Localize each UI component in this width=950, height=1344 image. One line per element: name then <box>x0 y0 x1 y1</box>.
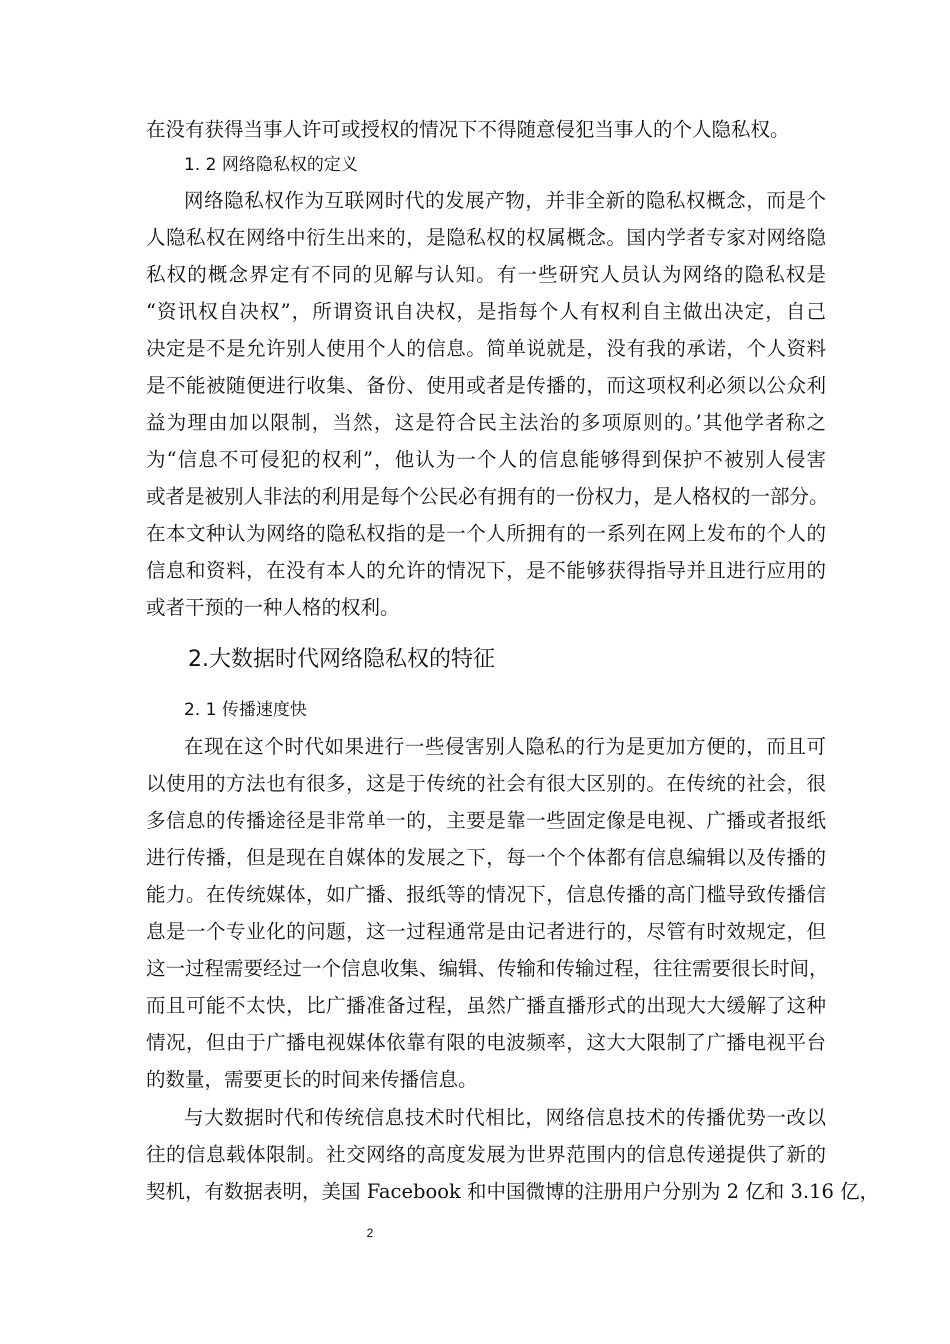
paragraph-line: 在现在这个时代如果进行一些侵害别人隐私的行为是更加方便的，而且可 <box>184 735 826 758</box>
paragraph-line: 在没有获得当事人许可或授权的情况下不得随意侵犯当事人的个人隐私权。 <box>146 118 790 141</box>
section-heading-2-1: 2. 1 传播速度快 <box>184 700 307 720</box>
paragraph-line: 为“信息不可侵犯的权利”，他认为一个人的信息能够得到保护不被别人侵害 <box>146 448 826 471</box>
paragraph-line: 网络隐私权作为互联网时代的发展产物，并非全新的隐私权概念，而是个 <box>184 189 826 212</box>
paragraph-line: “资讯权自决权”，所谓资讯自决权，是指每个人有权利自主做出决定，自己 <box>146 300 826 323</box>
paragraph-line: 在本文种认为网络的隐私权指的是一个人所拥有的一系列在网上发布的个人的 <box>146 522 826 545</box>
paragraph-line: 往的信息载体限制。社交网络的高度发展为世界范围内的信息传递提供了新的 <box>146 1143 826 1166</box>
section-heading-2: 2.大数据时代网络隐私权的特征 <box>188 647 495 672</box>
paragraph-line: 而且可能不太快，比广播准备过程，虽然广播直播形式的出现大大缓解了这种 <box>146 994 826 1017</box>
paragraph-line: 多信息的传播途径是非常单一的，主要是靠一些固定像是电视、广播或者报纸 <box>146 809 826 832</box>
paragraph-line: 决定是不是允许别人使用个人的信息。简单说就是，没有我的承诺，个人资料 <box>146 337 826 360</box>
paragraph-line: 这一过程需要经过一个信息收集、编辑、传输和传输过程，往往需要很长时间， <box>146 957 829 980</box>
page-number: 2 <box>366 1226 374 1240</box>
paragraph-line: 或者是被别人非法的利用是每个公民必有拥有的一份权力，是人格权的一部分。 <box>146 485 829 508</box>
paragraph-line: 以使用的方法也有很多，这是于传统的社会有很大区别的。在传统的社会，很 <box>146 772 826 795</box>
paragraph-line: 息是一个专业化的问题，这一过程通常是由记者进行的，尽管有时效规定，但 <box>146 920 826 943</box>
paragraph-line: 私权的概念界定有不同的见解与认知。有一些研究人员认为网络的隐私权是 <box>146 263 826 286</box>
paragraph-line: 的数量，需要更长的时间来传播信息。 <box>146 1068 478 1091</box>
paragraph-line: 信息和资料，在没有本人的允许的情况下，是不能够获得指导并且进行应用的 <box>146 559 826 582</box>
paragraph-line: 或者干预的一种人格的权利。 <box>146 596 400 619</box>
paragraph-line: 益为理由加以限制，当然，这是符合民主法治的多项原则的。’其他学者称之 <box>146 411 826 434</box>
paragraph-line: 人隐私权在网络中衍生出来的，是隐私权的权属概念。国内学者专家对网络隐 <box>146 226 826 249</box>
paragraph-line: 能力。在传统媒体，如广播、报纸等的情况下，信息传播的高门槛导致传播信 <box>146 883 826 906</box>
paragraph-line: 与大数据时代和传统信息技术时代相比，网络信息技术的传播优势一改以 <box>184 1106 826 1129</box>
paragraph-line: 是不能被随便进行收集、备份、使用或者是传播的，而这项权利必须以公众利 <box>146 374 826 397</box>
paragraph-line: 契机，有数据表明，美国 Facebook 和中国微博的注册用户分别为 2 亿和 3.16 亿， <box>146 1180 880 1203</box>
section-heading-1-2: 1. 2 网络隐私权的定义 <box>184 155 358 175</box>
paragraph-line: 情况，但由于广播电视媒体依靠有限的电波频率，这大大限制了广播电视平台 <box>146 1031 826 1054</box>
paragraph-line: 进行传播，但是现在自媒体的发展之下，每一个个体都有信息编辑以及传播的 <box>146 846 826 869</box>
